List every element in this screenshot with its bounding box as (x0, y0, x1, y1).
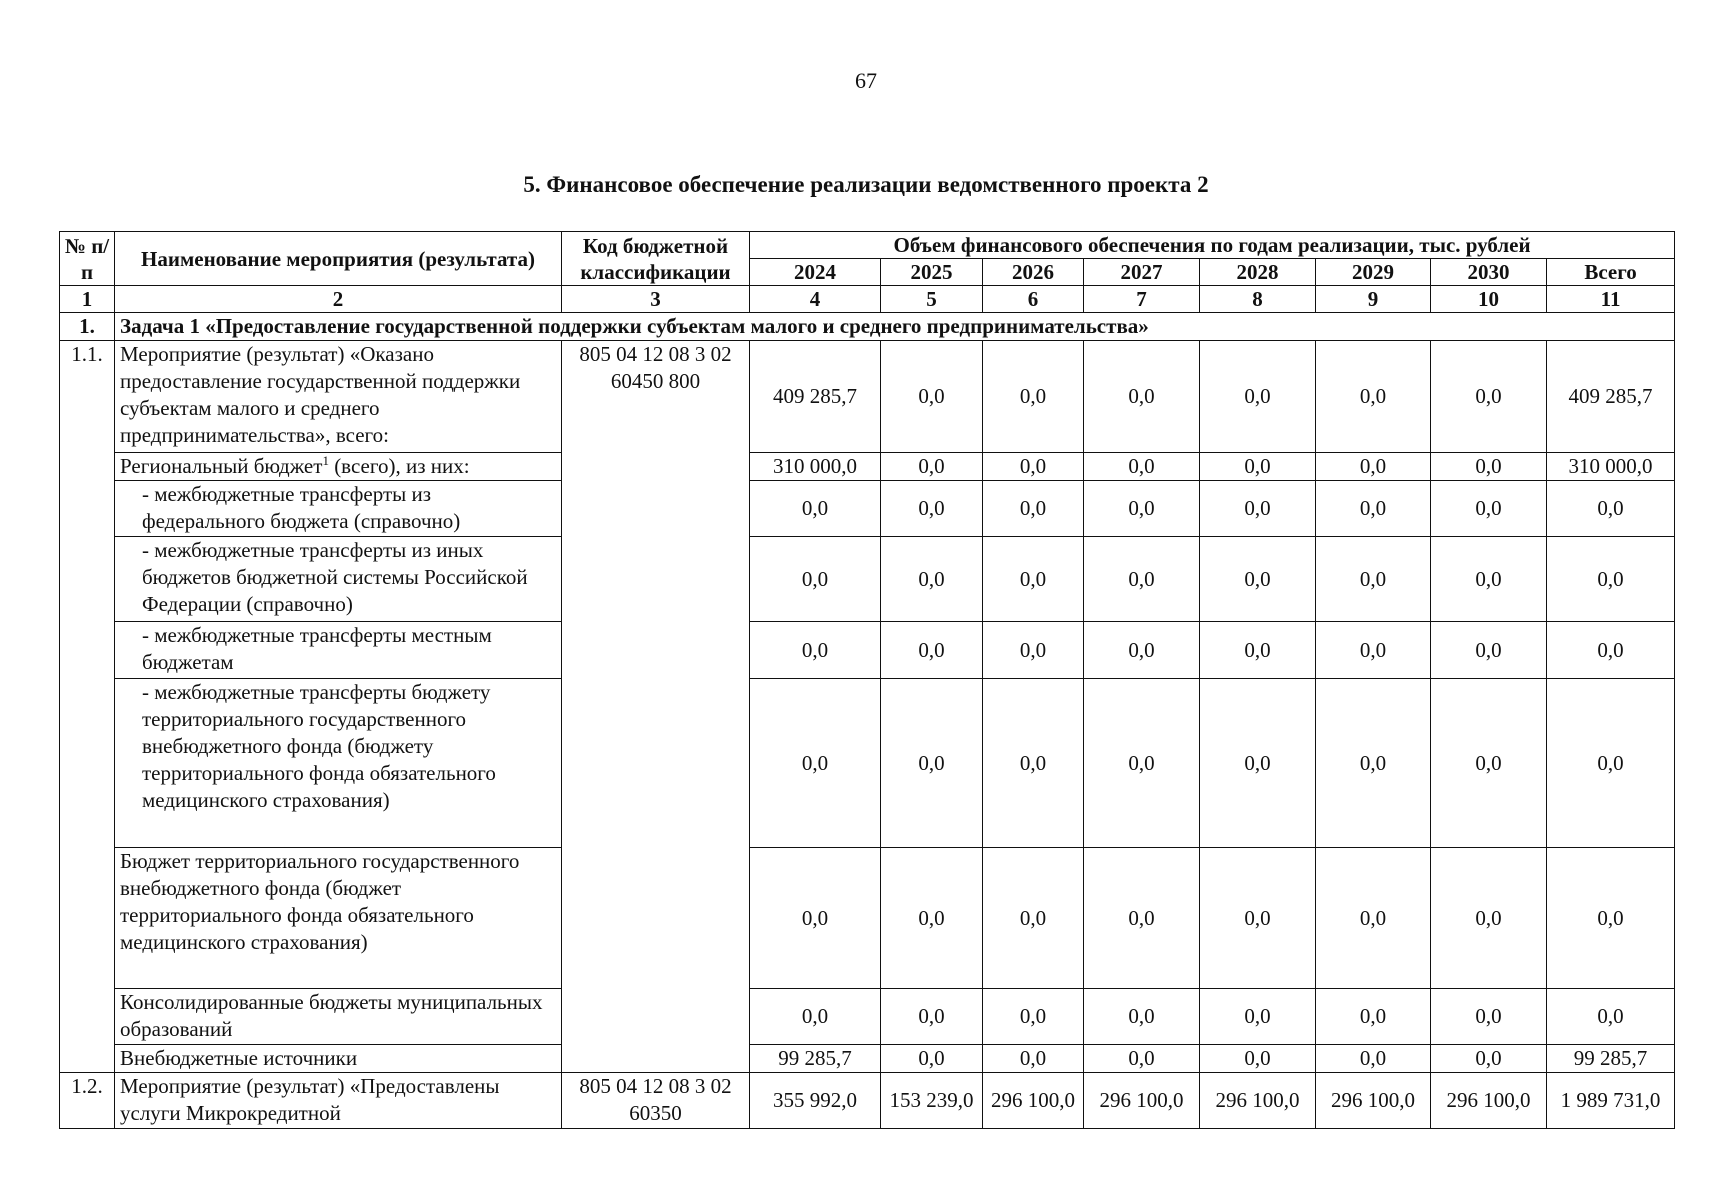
item-name: Бюджет территориального государственного внебюджетного фонда (бюджет территориального фонда обязательного медицинского страхования) (115, 848, 562, 989)
column-number: 2 (115, 286, 562, 313)
value-cell: 0,0 (983, 989, 1084, 1045)
value-cell: 0,0 (1316, 848, 1431, 989)
value-cell: 0,0 (1200, 989, 1316, 1045)
value-cell: 0,0 (1084, 453, 1200, 481)
value-cell: 0,0 (1084, 537, 1200, 622)
value-cell: 0,0 (750, 848, 881, 989)
task-row (60, 313, 1675, 341)
value-cell: 153 239,0 (881, 1073, 983, 1129)
column-number: 3 (562, 286, 750, 313)
value-cell: 355 992,0 (750, 1073, 881, 1129)
value-cell: 0,0 (1431, 989, 1547, 1045)
value-cell: 0,0 (1200, 622, 1316, 679)
budget-code: 805 04 12 08 3 02 60350 (562, 1073, 750, 1129)
item-name: - межбюджетные трансферты из федерального бюджета (справочно) (115, 481, 562, 537)
value-cell: 0,0 (1200, 481, 1316, 537)
task-num: 1. (60, 313, 115, 341)
column-number: 7 (1084, 286, 1200, 313)
value-cell: 1 989 731,0 (1547, 1073, 1675, 1129)
value-cell: 0,0 (1200, 1045, 1316, 1073)
table-row (60, 341, 1675, 453)
column-number: 11 (1547, 286, 1675, 313)
table-row (60, 622, 1675, 679)
value-cell: 0,0 (1200, 537, 1316, 622)
value-cell: 0,0 (1084, 1045, 1200, 1073)
value-cell: 0,0 (881, 622, 983, 679)
item-name: - межбюджетные трансферты бюджету территориального государственного внебюджетного фонда (бюджету территориального фонда обязательного медицинского страхования) (115, 679, 562, 848)
value-cell: 0,0 (881, 341, 983, 453)
value-cell: 296 100,0 (1431, 1073, 1547, 1129)
table-row (60, 679, 1675, 848)
value-cell: 0,0 (1200, 341, 1316, 453)
value-cell: 0,0 (983, 848, 1084, 989)
item-name: - межбюджетные трансферты из иных бюджетов бюджетной системы Российской Федерации (справочно) (115, 537, 562, 622)
value-cell: 0,0 (983, 481, 1084, 537)
table-row (60, 453, 1675, 481)
header-year: 2030 (1431, 259, 1547, 286)
header-year: 2028 (1200, 259, 1316, 286)
value-cell: 0,0 (750, 679, 881, 848)
item-name: Мероприятие (результат) «Оказано предоставление государственной поддержки субъектам малого и среднего предпринимательства», всего: (115, 341, 562, 453)
value-cell: 0,0 (1547, 848, 1675, 989)
footnote-mark: 1 (322, 453, 329, 468)
header-row-top (60, 232, 1675, 259)
value-cell: 0,0 (1084, 481, 1200, 537)
value-cell: 0,0 (983, 341, 1084, 453)
header-volume: Объем финансового обеспечения по годам реализации, тыс. рублей (750, 232, 1675, 259)
value-cell: 0,0 (1084, 989, 1200, 1045)
value-cell: 0,0 (1547, 679, 1675, 848)
value-cell: 0,0 (750, 989, 881, 1045)
value-cell: 0,0 (1547, 622, 1675, 679)
value-cell: 99 285,7 (750, 1045, 881, 1073)
value-cell: 0,0 (1547, 481, 1675, 537)
value-cell: 296 100,0 (1084, 1073, 1200, 1129)
header-name: Наименование мероприятия (результата) (115, 232, 562, 286)
column-number: 1 (60, 286, 115, 313)
value-cell: 0,0 (1547, 537, 1675, 622)
value-cell: 0,0 (1316, 622, 1431, 679)
item-name: - межбюджетные трансферты местным бюджетам (115, 622, 562, 679)
table-row (60, 848, 1675, 989)
header-total: Всего (1547, 259, 1675, 286)
table-row (60, 989, 1675, 1045)
value-cell: 0,0 (983, 1045, 1084, 1073)
table-row (60, 481, 1675, 537)
value-cell: 296 100,0 (1200, 1073, 1316, 1129)
value-cell: 0,0 (1431, 341, 1547, 453)
column-numbers-row (60, 286, 1675, 313)
value-cell: 0,0 (1200, 848, 1316, 989)
value-cell: 0,0 (983, 622, 1084, 679)
column-number: 9 (1316, 286, 1431, 313)
item-name: Консолидированные бюджеты муниципальных образований (115, 989, 562, 1045)
value-cell: 0,0 (1316, 989, 1431, 1045)
column-number: 10 (1431, 286, 1547, 313)
table-row (60, 537, 1675, 622)
value-cell: 0,0 (1200, 453, 1316, 481)
value-cell: 0,0 (983, 453, 1084, 481)
regional-budget-label: Региональный бюджет (120, 454, 323, 478)
value-cell: 0,0 (1547, 989, 1675, 1045)
value-cell: 0,0 (881, 848, 983, 989)
value-cell: 0,0 (1084, 341, 1200, 453)
value-cell: 409 285,7 (1547, 341, 1675, 453)
value-cell: 0,0 (881, 679, 983, 848)
table-row (60, 1045, 1675, 1073)
header-year: 2027 (1084, 259, 1200, 286)
value-cell: 0,0 (750, 622, 881, 679)
value-cell: 409 285,7 (750, 341, 881, 453)
value-cell: 0,0 (881, 1045, 983, 1073)
value-cell: 0,0 (881, 453, 983, 481)
value-cell: 0,0 (750, 481, 881, 537)
item-num: 1.2. (60, 1073, 115, 1129)
value-cell: 0,0 (1316, 481, 1431, 537)
page-number: 67 (855, 68, 877, 93)
value-cell: 0,0 (1316, 679, 1431, 848)
regional-budget-tail: (всего), из них: (328, 454, 470, 478)
value-cell: 0,0 (983, 679, 1084, 848)
section-title: 5. Финансовое обеспечение реализации ведомственного проекта 2 (523, 172, 1209, 197)
value-cell: 296 100,0 (1316, 1073, 1431, 1129)
column-number: 5 (881, 286, 983, 313)
header-num: № п/п (60, 232, 115, 286)
item-name: Внебюджетные источники (115, 1045, 562, 1073)
column-number: 4 (750, 286, 881, 313)
value-cell: 0,0 (1431, 848, 1547, 989)
header-year: 2025 (881, 259, 983, 286)
value-cell: 0,0 (1084, 679, 1200, 848)
value-cell: 0,0 (1200, 679, 1316, 848)
value-cell: 0,0 (1316, 341, 1431, 453)
value-cell: 0,0 (1431, 622, 1547, 679)
header-code: Код бюджетной классификации (562, 232, 750, 286)
item-name: Мероприятие (результат) «Предоставлены услуги Микрокредитной (115, 1073, 562, 1129)
header-year: 2024 (750, 259, 881, 286)
value-cell: 296 100,0 (983, 1073, 1084, 1129)
value-cell: 0,0 (1431, 1045, 1547, 1073)
task-label: Задача 1 «Предоставление государственной поддержки субъектам малого и среднего предпринимательства» (115, 313, 1675, 341)
value-cell: 0,0 (1431, 537, 1547, 622)
value-cell: 0,0 (1084, 622, 1200, 679)
value-cell: 310 000,0 (1547, 453, 1675, 481)
item-name (115, 453, 562, 481)
value-cell: 0,0 (1316, 1045, 1431, 1073)
table-row (60, 1073, 1675, 1129)
value-cell: 0,0 (1431, 453, 1547, 481)
header-year: 2026 (983, 259, 1084, 286)
item-num: 1.1. (60, 341, 115, 1073)
value-cell: 99 285,7 (1547, 1045, 1675, 1073)
value-cell: 310 000,0 (750, 453, 881, 481)
value-cell: 0,0 (1316, 537, 1431, 622)
financing-table (59, 231, 1675, 1129)
value-cell: 0,0 (1431, 679, 1547, 848)
value-cell: 0,0 (1431, 481, 1547, 537)
column-number: 6 (983, 286, 1084, 313)
column-number: 8 (1200, 286, 1316, 313)
value-cell: 0,0 (750, 537, 881, 622)
value-cell: 0,0 (881, 481, 983, 537)
value-cell: 0,0 (1316, 453, 1431, 481)
value-cell: 0,0 (881, 989, 983, 1045)
budget-code: 805 04 12 08 3 02 60450 800 (562, 341, 750, 1073)
value-cell: 0,0 (881, 537, 983, 622)
value-cell: 0,0 (1084, 848, 1200, 989)
value-cell: 0,0 (983, 537, 1084, 622)
header-year: 2029 (1316, 259, 1431, 286)
